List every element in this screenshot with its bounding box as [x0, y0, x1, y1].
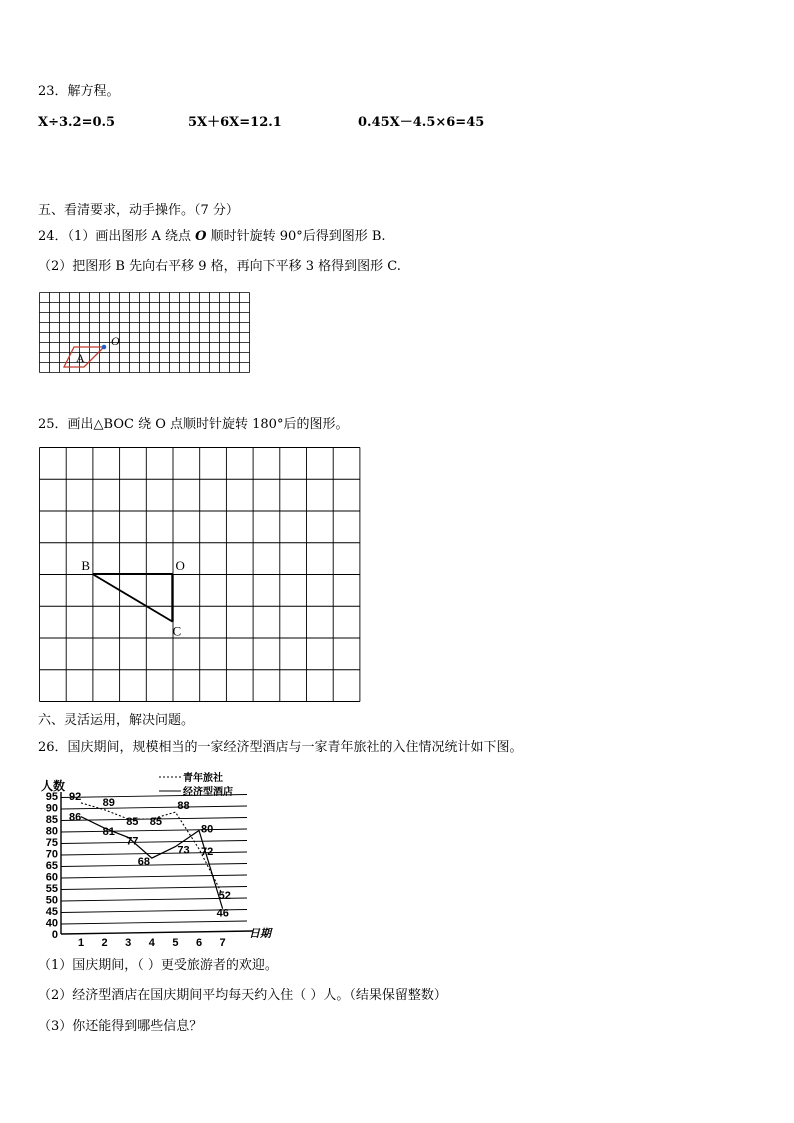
q24-grid: [39, 292, 253, 372]
data-label-hostel: 52: [218, 889, 231, 902]
data-label-hotel: 46: [216, 907, 229, 920]
chart-gridline: [61, 864, 247, 867]
section-5-heading: 五、看清要求，动手操作。（7 分）: [38, 203, 239, 218]
data-label-hostel: 72: [201, 845, 214, 858]
y-tick-label: 40: [45, 917, 58, 930]
chart-gridline: [61, 829, 247, 832]
x-tick-label: 4: [148, 937, 155, 949]
y-tick-label: 0: [51, 929, 58, 941]
label-c: C: [172, 623, 182, 639]
legend-label-hostel: 青年旅社: [183, 773, 223, 784]
y-axis-label: 人数: [41, 779, 66, 793]
q26-sub3: （3）你还能得到哪些信息？: [38, 1019, 203, 1034]
data-label-hotel: 81: [102, 826, 115, 839]
x-tick-label: 1: [77, 937, 85, 949]
equation-1: X÷3.2=0.5: [38, 115, 116, 130]
q26-sub1: （1）国庆期间，（ ）更受旅游者的欢迎。: [38, 958, 278, 973]
chart-gridline: [61, 852, 247, 855]
q24-point-o: O: [195, 229, 207, 244]
chart-gridline: [61, 806, 247, 809]
chart-gridline: [61, 921, 247, 924]
y-tick-label: 65: [45, 860, 58, 872]
data-label-hotel: 77: [126, 835, 139, 848]
y-tick-label: 45: [45, 906, 58, 918]
y-tick-label: 60: [45, 871, 58, 884]
x-tick-label: 2: [101, 937, 108, 949]
data-label-hotel: 86: [69, 811, 82, 824]
q24-part1-pre: 24．（1）画出图形 A 绕点: [38, 229, 196, 244]
y-tick-label: 95: [45, 791, 58, 803]
equation-2: 5X＋6X=12.1: [188, 115, 282, 130]
q26-sub2: （2）经济型酒店在国庆期间平均每天约入住（ ）人。（结果保留整数）: [38, 988, 447, 1003]
x-tick-label: 3: [125, 937, 132, 949]
label-a: A: [76, 351, 85, 365]
data-label-hotel: 80: [201, 823, 214, 836]
q24-part2: （2）把图形 B 先向右平移 9 格，再向下平移 3 格得到图形 C.: [38, 259, 401, 274]
y-tick-label: 50: [45, 894, 58, 907]
data-label-hostel: 89: [102, 796, 115, 809]
label-o: O: [175, 558, 185, 573]
chart-gridline: [61, 841, 247, 844]
segment-bc: [92, 574, 172, 622]
label-b: B: [81, 558, 91, 573]
point-o-dot: [102, 345, 107, 350]
equation-3: 0.45X－4.5×6=45: [358, 115, 485, 130]
section-6-heading: 六、灵活运用，解决问题。: [38, 713, 195, 728]
data-label-hostel: 85: [149, 816, 163, 828]
q25-title: 25．画出△BOC 绕 O 点顺时针旋转 180°后的图形。: [38, 417, 349, 432]
y-tick-label: 70: [45, 848, 58, 861]
y-tick-label: 55: [45, 883, 58, 895]
chart-gridline: [61, 875, 247, 878]
data-label-hotel: 68: [137, 856, 151, 869]
data-label-hostel: 85: [126, 816, 139, 828]
data-label-hostel: 92: [69, 790, 82, 803]
q23-title: 23．解方程。: [38, 84, 120, 99]
x-axis-label: 日期: [249, 928, 271, 940]
x-tick-label: 7: [219, 937, 226, 949]
y-tick-label: 85: [45, 814, 58, 826]
label-o: O: [111, 334, 120, 348]
x-axis: [61, 931, 253, 934]
q24-part1-post: 顺时针旋转 90°后得到图形 B.: [206, 229, 386, 244]
q24-part1: [38, 229, 386, 245]
q25-grid: [39, 447, 361, 701]
q26-line-chart: [35, 770, 275, 950]
data-label-hostel: 88: [177, 800, 190, 813]
y-tick-label: 75: [45, 837, 58, 849]
data-label-hotel: 73: [177, 844, 190, 857]
y-tick-label: 80: [45, 825, 58, 838]
legend-label-hotel: 经济型酒店: [183, 787, 233, 798]
q26-title: 26．国庆期间，规模相当的一家经济型酒店与一家青年旅社的入住情况统计如下图。: [38, 740, 523, 755]
x-tick-label: 5: [172, 937, 179, 949]
y-tick-label: 90: [45, 802, 58, 815]
x-tick-label: 6: [195, 937, 203, 949]
